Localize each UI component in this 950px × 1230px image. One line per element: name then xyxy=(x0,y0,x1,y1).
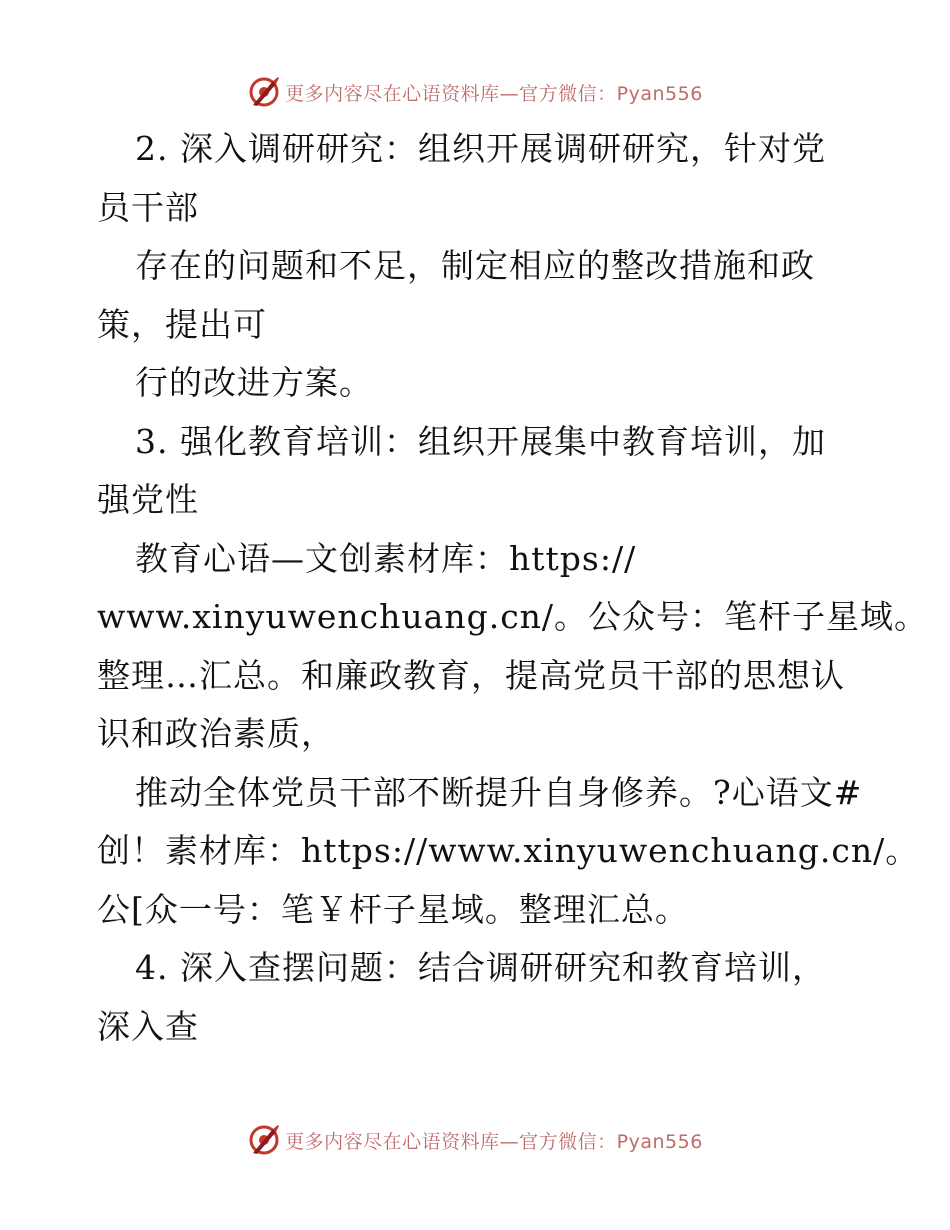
text-line: 行的改进方案。 xyxy=(135,363,373,402)
text-line: 识和政治素质， xyxy=(97,714,335,753)
text-line: www.xinyuwenchuang.cn/。公众号：笔杆子星域。 xyxy=(97,597,929,636)
text-line: 创！素材库：https://www.xinyuwenchuang.cn/。 xyxy=(97,831,920,870)
header-banner xyxy=(0,72,950,112)
text-line: 深入查 xyxy=(97,1006,199,1046)
text-line: 策，提出可 xyxy=(97,304,267,344)
text-line: 2. 深入调研研究：组织开展调研研究，针对党 xyxy=(135,129,826,168)
text-line: 推动全体党员干部不断提升自身修养。?心语文# xyxy=(135,772,863,812)
text-line: 整理…汇总。和廉政教育，提高党员干部的思想认 xyxy=(97,655,845,695)
quill-pen-logo-icon xyxy=(247,1123,281,1157)
text-line: 4. 深入查摆问题：结合调研研究和教育培训， xyxy=(135,948,826,987)
document-body xyxy=(97,120,929,1056)
header-banner-text: 更多内容尽在心语资料库—官方微信：Pyan556 xyxy=(285,82,703,105)
text-line: 公[众一号：笔￥杆子星域。整理汇总。 xyxy=(97,889,689,929)
text-line: 员干部 xyxy=(97,187,199,227)
footer-banner-text: 更多内容尽在心语资料库—官方微信：Pyan556 xyxy=(285,1130,703,1153)
text-line: 3. 强化教育培训：组织开展集中教育培训，加 xyxy=(135,421,826,461)
text-line: 教育心语—文创素材库：https:// xyxy=(135,538,637,578)
quill-pen-logo-icon xyxy=(247,75,281,109)
footer-banner xyxy=(0,1120,950,1160)
text-line: 存在的问题和不足，制定相应的整改措施和政 xyxy=(135,246,815,285)
text-line: 强党性 xyxy=(97,480,199,519)
